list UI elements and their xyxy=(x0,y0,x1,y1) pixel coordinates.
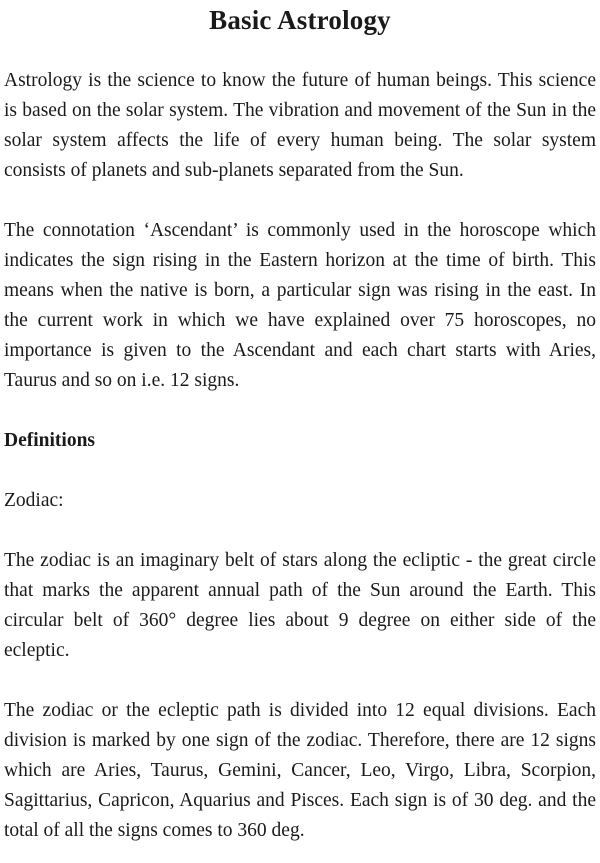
ascendant-paragraph: The connotation ‘Ascendant’ is commonly used in the horoscope which indicates the sign rising in the Eastern horizon at the time of birth. This means when the native is born, a particular sign was rising in the east. In the current work in which we have explained over 75 horoscopes, no importance is given to the Ascendant and each chart starts with Aries, Taurus and so on i.e. 12 signs. xyxy=(4,220,596,391)
intro-paragraph: Astrology is the science to know the future of human beings. This science is based on the solar system. The vibration and movement of the Sun in the solar system affects the life of every human being. The solar system consists of planets and sub-planets separated from the Sun. xyxy=(4,70,596,181)
document-page xyxy=(4,0,596,846)
zodiac-paragraph-2: The zodiac or the ecleptic path is divided into 12 equal divisions. Each division is marked by one sign of the zodiac. Therefore, there are 12 signs which are Aries, Taurus, Gemini, Cancer, Leo, Virgo, Libra, Scorpion, Sagittarius, Capricon, Aquarius and Pisces. Each sign is of 30 deg. and the total of all the signs comes to 360 deg. xyxy=(4,700,596,841)
page-title: Basic Astrology xyxy=(209,5,391,35)
zodiac-paragraph-1: The zodiac is an imaginary belt of stars along the ecliptic - the great circle that marks the apparent annual path of the Sun around the Earth. This circular belt of 360° degree lies about 9 degree on either side of the ecleptic. xyxy=(4,550,596,661)
zodiac-label: Zodiac: xyxy=(4,490,64,511)
definitions-heading: Definitions xyxy=(4,430,96,451)
